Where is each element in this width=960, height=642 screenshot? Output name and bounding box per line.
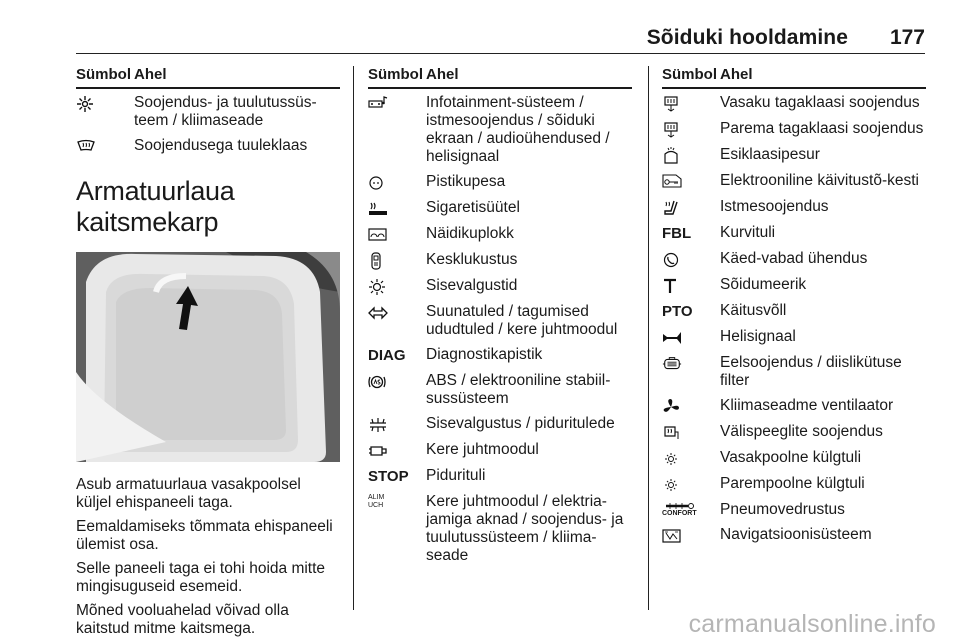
table-row [662,94,926,113]
table-header [76,66,340,89]
circuit-text: Välispeeglite soojendus [720,423,883,440]
paragraph: Selle paneeli taga ei tohi hoida mitte mingisuguseid esemeid. [76,560,326,595]
table-row [368,346,632,365]
table-row [662,250,926,269]
circuit-text: Kurvituli [720,224,776,241]
stop-label: STOP [368,468,409,485]
table-row [368,467,632,486]
page-header [0,0,960,50]
electronic-key-icon [662,173,682,191]
table-row [662,449,926,468]
dashboard-panel-image [76,252,340,462]
table-row [662,501,926,519]
circuit-text: Helisignaal [720,328,796,345]
table-row [662,146,926,165]
handsfree-icon [662,251,682,269]
pto-label: PTO [662,303,693,320]
column-divider-2 [648,66,649,610]
table-row [76,94,340,130]
tachograph-icon [662,277,682,295]
circuit-text: Sõidumeerik [720,276,807,293]
table-row [368,372,632,408]
column-divider-1 [353,66,354,610]
left-column [76,66,340,642]
right-side-light-icon [662,476,682,494]
heated-windshield-icon [76,138,96,156]
circuit-text: Navigatsioonisüsteem [720,526,872,543]
table-row [662,276,926,295]
table-row [368,94,632,166]
alim-label: ALIM [368,494,385,501]
circuit-header: Ahel [134,66,167,83]
symbol-header: Sümbol [662,66,717,83]
body-module-icon [368,442,388,460]
symbol-header: Sümbol [76,66,131,83]
diesel-filter-icon [662,355,682,373]
circuit-text: Käed-vabad ühendus [720,250,868,267]
table-header [368,66,632,89]
seat-heater-icon [662,199,682,217]
fbl-label: FBL [662,225,692,242]
circuit-text: Pneumovedrustus [720,501,845,518]
circuit-text: Pistikupesa [426,173,506,190]
climate-fan-icon [76,95,96,113]
windshield-washer-icon [662,147,682,165]
watermark: carmanualsonline.info [688,610,936,638]
confort-label: CONFORT [662,510,697,517]
circuit-text: Parempoolne külgtuli [720,475,865,492]
circuit-text: Esiklaasipesur [720,146,820,163]
horn-icon [662,329,682,347]
circuit-text: Kesklukustus [426,251,518,268]
left-side-light-icon [662,450,682,468]
table-row [662,475,926,494]
circuit-text: Suunatuled / tagumised ududtuled / kere juhtmoodul [426,303,618,338]
circuit-text: Sigaretisüütel [426,199,520,216]
table-row [368,441,632,460]
right-column [662,66,926,552]
page-title: Sõiduki hooldamine [646,26,848,49]
table-row [368,303,632,339]
table-row [368,251,632,270]
section-title: Armatuurlaua kaitsmekarp [76,176,235,237]
middle-column [368,66,632,572]
navigation-icon [662,527,682,545]
circuit-text: Soojendusega tuuleklaas [134,137,308,154]
circuit-text: Sisevalgustid [426,277,518,294]
header-divider [76,53,925,54]
circuit-header: Ahel [426,66,459,83]
circuit-text: Eelsoojendus / diislikütuse filter [720,354,902,389]
symbol-header: Sümbol [368,66,423,83]
circuit-text: Istmesoojendus [720,198,829,215]
circuit-text: Kere juhtmoodul / elektria-jamiga aknad / soojendus- ja tuulutussüsteem / kliima-seade [426,493,624,564]
table-row [662,302,926,321]
table-row [662,224,926,243]
circuit-text: Sisevalgustus / piduritulede [426,415,615,432]
circuit-text: Piduritulі [426,467,486,484]
air-suspension-icon [662,502,696,510]
mirror-heater-icon [662,424,682,442]
circuit-text: Parema tagaklaasi soojendus [720,120,924,137]
paragraph: Eemaldamiseks tõmmata ehispaneeli ülemist osa. [76,518,333,553]
sidelights-icon [368,278,388,296]
table-row [662,423,926,442]
central-locking-icon [368,252,388,270]
right-rear-window-heater-icon [662,121,682,139]
table-row [662,120,926,139]
paragraph: Asub armatuurlaua vasakpoolsel küljel ehispaneeli taga. [76,476,301,511]
infotainment-icon [368,95,388,113]
circuit-text: ABS / elektrooniline stabiil-sussüsteem [426,372,611,407]
left-rear-window-heater-icon [662,95,682,113]
fuse-box-photo [76,252,340,462]
circuit-text: Näidikuplokk [426,225,514,242]
circuit-text: Infotainment-süsteem / istmesoojendus / sõiduki ekraan / audioühendused / helisignaal [426,94,610,165]
page-number: 177 [889,26,925,49]
abs-icon [368,373,388,391]
instrument-cluster-icon [368,226,388,244]
uch-label: UCH [368,502,384,509]
interior-light-icon [368,416,388,434]
table-row [368,199,632,218]
table-row [662,397,926,416]
circuit-text: Diagnostikapistik [426,346,543,363]
circuit-text: Kere juhtmoodul [426,441,539,458]
cigarette-lighter-icon [368,200,388,218]
table-row [368,415,632,434]
power-outlet-icon [368,174,388,192]
table-row [662,172,926,191]
circuit-text: Käitusvõll [720,302,787,319]
table-row [76,137,340,156]
table-header [662,66,926,89]
circuit-text: Kliimaseadme ventilaator [720,397,894,414]
table-row [662,354,926,390]
circuit-text: Elektrooniline käivitustõ-kesti [720,172,920,189]
circuit-header: Ahel [720,66,753,83]
circuit-text: Vasaku tagaklaasi soojendus [720,94,920,111]
diag-label: DIAG [368,347,406,364]
table-row [662,526,926,545]
circuit-text: Soojendus- ja tuulutussüs-teem / kliimaseade [134,94,317,129]
paragraph: Mõned vooluahelad võivad olla kaitstud mitme kaitsmega. [76,602,289,637]
fan-icon [662,398,682,416]
table-row [368,225,632,244]
table-row [368,277,632,296]
table-row [368,173,632,192]
table-row [662,328,926,347]
turn-signal-icon [368,304,388,322]
table-row [368,493,632,565]
circuit-text: Vasakpoolne külgtuli [720,449,862,466]
table-row [662,198,926,217]
